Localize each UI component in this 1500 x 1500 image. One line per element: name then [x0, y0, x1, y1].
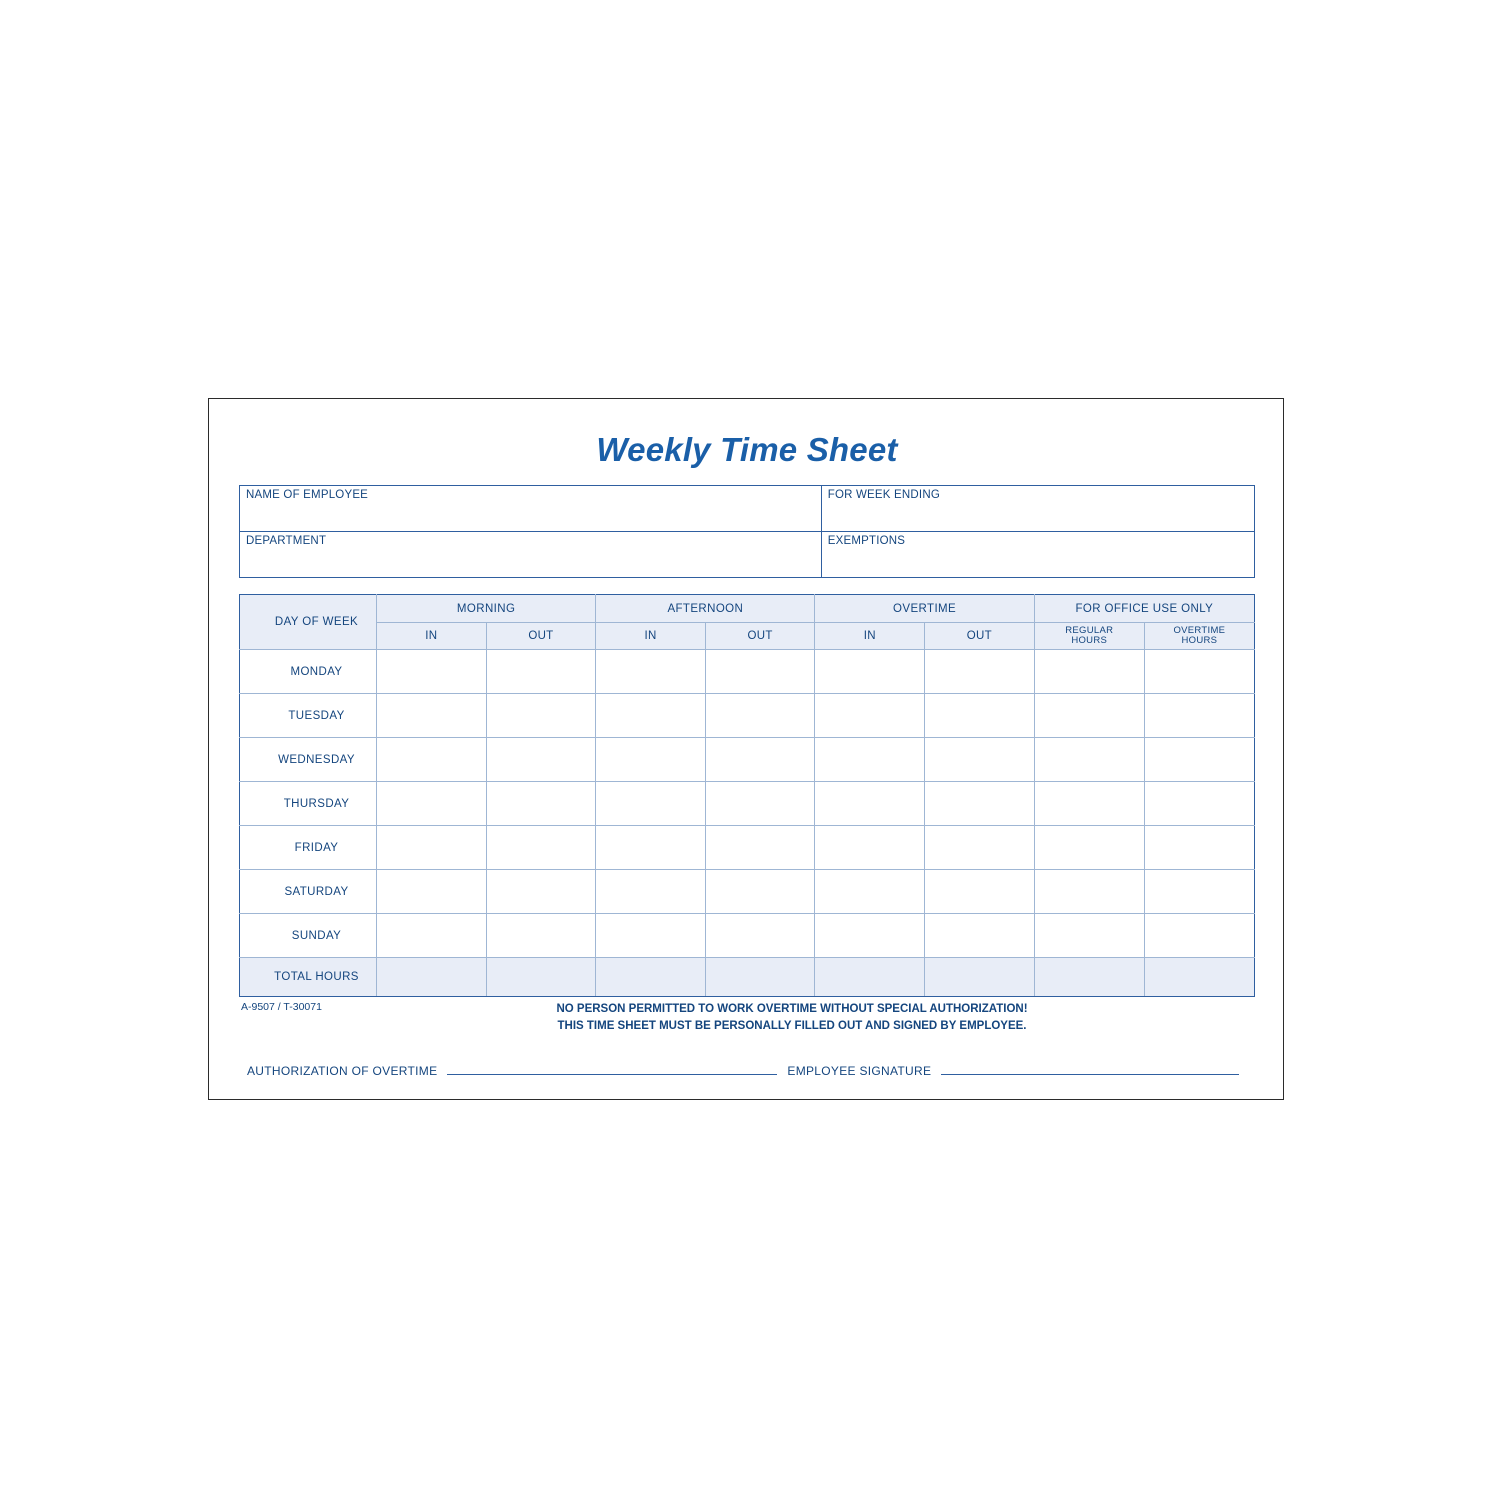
overtime-notice	[239, 1001, 1255, 1034]
overtime-notice-line2: THIS TIME SHEET MUST BE PERSONALLY FILLED OUT AND SIGNED BY EMPLOYEE.	[557, 1019, 1027, 1032]
signature-row	[247, 1064, 1249, 1079]
subheader-morning-out: OUT	[486, 623, 596, 650]
cell-thursday-afternoon-in[interactable]	[596, 782, 706, 826]
table-row	[240, 650, 1255, 694]
cell-sunday-afternoon-in[interactable]	[596, 914, 706, 958]
for-week-ending-label: FOR WEEK ENDING	[827, 489, 940, 501]
cell-saturday-afternoon-out[interactable]	[705, 870, 815, 914]
authorization-of-overtime-line[interactable]	[447, 1073, 777, 1075]
cell-thursday-overtime-hours[interactable]	[1144, 782, 1254, 826]
cell-sunday-overtime-hours[interactable]	[1144, 914, 1254, 958]
subheader-regular-hours-line1: REGULAR	[1065, 624, 1114, 636]
cell-sunday-regular-hours[interactable]	[1034, 914, 1144, 958]
exemptions-label: EXEMPTIONS	[827, 535, 906, 547]
cell-tuesday-morning-out[interactable]	[486, 694, 596, 738]
subheader-overtime-out: OUT	[925, 623, 1035, 650]
total-morning-in[interactable]	[377, 958, 487, 997]
cell-thursday-overtime-out[interactable]	[925, 782, 1035, 826]
cell-tuesday-overtime-out[interactable]	[925, 694, 1035, 738]
total-afternoon-out[interactable]	[705, 958, 815, 997]
cell-wednesday-afternoon-out[interactable]	[705, 738, 815, 782]
subheader-overtime-in: IN	[815, 623, 925, 650]
cell-friday-afternoon-out[interactable]	[705, 826, 815, 870]
time-sheet-content	[239, 421, 1255, 1085]
group-header-office-use: FOR OFFICE USE ONLY	[1034, 595, 1254, 623]
subheader-afternoon-out: OUT	[705, 623, 815, 650]
total-afternoon-in[interactable]	[596, 958, 706, 997]
name-of-employee-label: NAME OF EMPLOYEE	[246, 489, 369, 501]
cell-wednesday-morning-in[interactable]	[377, 738, 487, 782]
cell-saturday-morning-in[interactable]	[377, 870, 487, 914]
cell-wednesday-afternoon-in[interactable]	[596, 738, 706, 782]
subheader-overtime-hours-line1: OVERTIME	[1173, 624, 1226, 636]
overtime-notice-line1: NO PERSON PERMITTED TO WORK OVERTIME WITHOUT SPECIAL AUTHORIZATION!	[556, 1003, 1028, 1015]
timesheet-grid	[239, 594, 1255, 997]
cell-monday-afternoon-out[interactable]	[705, 650, 815, 694]
day-of-week-header: DAY OF WEEK	[240, 595, 377, 650]
name-of-employee-field[interactable]	[240, 486, 822, 532]
table-row	[240, 914, 1255, 958]
cell-sunday-morning-out[interactable]	[486, 914, 596, 958]
group-header-row	[240, 595, 1255, 623]
cell-saturday-regular-hours[interactable]	[1034, 870, 1144, 914]
cell-tuesday-regular-hours[interactable]	[1034, 694, 1144, 738]
subheader-overtime-hours-line2: HOURS	[1181, 635, 1218, 646]
day-label-tuesday: TUESDAY	[240, 694, 377, 738]
cell-tuesday-afternoon-in[interactable]	[596, 694, 706, 738]
cell-monday-overtime-hours[interactable]	[1144, 650, 1254, 694]
cell-sunday-afternoon-out[interactable]	[705, 914, 815, 958]
subheader-overtime-hours	[1144, 623, 1254, 650]
header-grid-spacer	[239, 578, 1255, 594]
cell-monday-afternoon-in[interactable]	[596, 650, 706, 694]
table-row	[240, 782, 1255, 826]
cell-sunday-overtime-in[interactable]	[815, 914, 925, 958]
total-regular-hours[interactable]	[1034, 958, 1144, 997]
day-label-saturday: SATURDAY	[240, 870, 377, 914]
cell-tuesday-overtime-in[interactable]	[815, 694, 925, 738]
day-label-friday: FRIDAY	[240, 826, 377, 870]
subheader-regular-hours	[1034, 623, 1144, 650]
exemptions-field[interactable]	[821, 532, 1254, 578]
cell-friday-morning-out[interactable]	[486, 826, 596, 870]
table-row	[240, 694, 1255, 738]
cell-saturday-afternoon-in[interactable]	[596, 870, 706, 914]
page-title: Weekly Time Sheet	[596, 431, 898, 468]
cell-wednesday-overtime-out[interactable]	[925, 738, 1035, 782]
total-hours-row	[240, 958, 1255, 997]
group-header-afternoon: AFTERNOON	[596, 595, 815, 623]
header-row-2	[240, 532, 1255, 578]
cell-saturday-overtime-in[interactable]	[815, 870, 925, 914]
total-hours-label: TOTAL HOURS	[240, 958, 377, 997]
cell-tuesday-morning-in[interactable]	[377, 694, 487, 738]
cell-monday-regular-hours[interactable]	[1034, 650, 1144, 694]
cell-monday-overtime-in[interactable]	[815, 650, 925, 694]
total-overtime-in[interactable]	[815, 958, 925, 997]
cell-thursday-afternoon-out[interactable]	[705, 782, 815, 826]
header-row-1	[240, 486, 1255, 532]
day-label-thursday: THURSDAY	[240, 782, 377, 826]
cell-thursday-regular-hours[interactable]	[1034, 782, 1144, 826]
cell-saturday-overtime-hours[interactable]	[1144, 870, 1254, 914]
cell-friday-overtime-hours[interactable]	[1144, 826, 1254, 870]
cell-monday-overtime-out[interactable]	[925, 650, 1035, 694]
cell-saturday-morning-out[interactable]	[486, 870, 596, 914]
cell-friday-overtime-out[interactable]	[925, 826, 1035, 870]
subheader-morning-in: IN	[377, 623, 487, 650]
group-header-morning: MORNING	[377, 595, 596, 623]
employee-header-table	[239, 485, 1255, 578]
cell-saturday-overtime-out[interactable]	[925, 870, 1035, 914]
cell-wednesday-overtime-in[interactable]	[815, 738, 925, 782]
cell-friday-overtime-in[interactable]	[815, 826, 925, 870]
table-row	[240, 870, 1255, 914]
employee-signature-label: EMPLOYEE SIGNATURE	[787, 1064, 932, 1078]
cell-friday-regular-hours[interactable]	[1034, 826, 1144, 870]
department-field[interactable]	[240, 532, 822, 578]
for-week-ending-field[interactable]	[821, 486, 1254, 532]
cell-wednesday-overtime-hours[interactable]	[1144, 738, 1254, 782]
cell-wednesday-regular-hours[interactable]	[1034, 738, 1144, 782]
total-morning-out[interactable]	[486, 958, 596, 997]
cell-wednesday-morning-out[interactable]	[486, 738, 596, 782]
time-sheet-page	[208, 398, 1284, 1100]
cell-monday-morning-out[interactable]	[486, 650, 596, 694]
employee-signature-line[interactable]	[941, 1073, 1239, 1075]
cell-sunday-morning-in[interactable]	[377, 914, 487, 958]
footer-notice-area	[239, 1001, 1255, 1047]
authorization-of-overtime-label: AUTHORIZATION OF OVERTIME	[247, 1064, 438, 1078]
total-overtime-out[interactable]	[925, 958, 1035, 997]
day-label-sunday: SUNDAY	[240, 914, 377, 958]
cell-tuesday-afternoon-out[interactable]	[705, 694, 815, 738]
cell-friday-morning-in[interactable]	[377, 826, 487, 870]
department-label: DEPARTMENT	[246, 535, 327, 547]
cell-thursday-morning-in[interactable]	[377, 782, 487, 826]
cell-thursday-overtime-in[interactable]	[815, 782, 925, 826]
form-code: A-9507 / T-30071	[241, 1001, 322, 1013]
subheader-regular-hours-line2: HOURS	[1071, 635, 1108, 646]
day-label-monday: MONDAY	[240, 650, 377, 694]
cell-sunday-overtime-out[interactable]	[925, 914, 1035, 958]
cell-friday-afternoon-in[interactable]	[596, 826, 706, 870]
table-row	[240, 826, 1255, 870]
day-label-wednesday: WEDNESDAY	[240, 738, 377, 782]
group-header-overtime: OVERTIME	[815, 595, 1034, 623]
subheader-row	[240, 623, 1255, 650]
subheader-afternoon-in: IN	[596, 623, 706, 650]
cell-tuesday-overtime-hours[interactable]	[1144, 694, 1254, 738]
total-overtime-hours[interactable]	[1144, 958, 1254, 997]
cell-monday-morning-in[interactable]	[377, 650, 487, 694]
table-row	[240, 738, 1255, 782]
cell-thursday-morning-out[interactable]	[486, 782, 596, 826]
